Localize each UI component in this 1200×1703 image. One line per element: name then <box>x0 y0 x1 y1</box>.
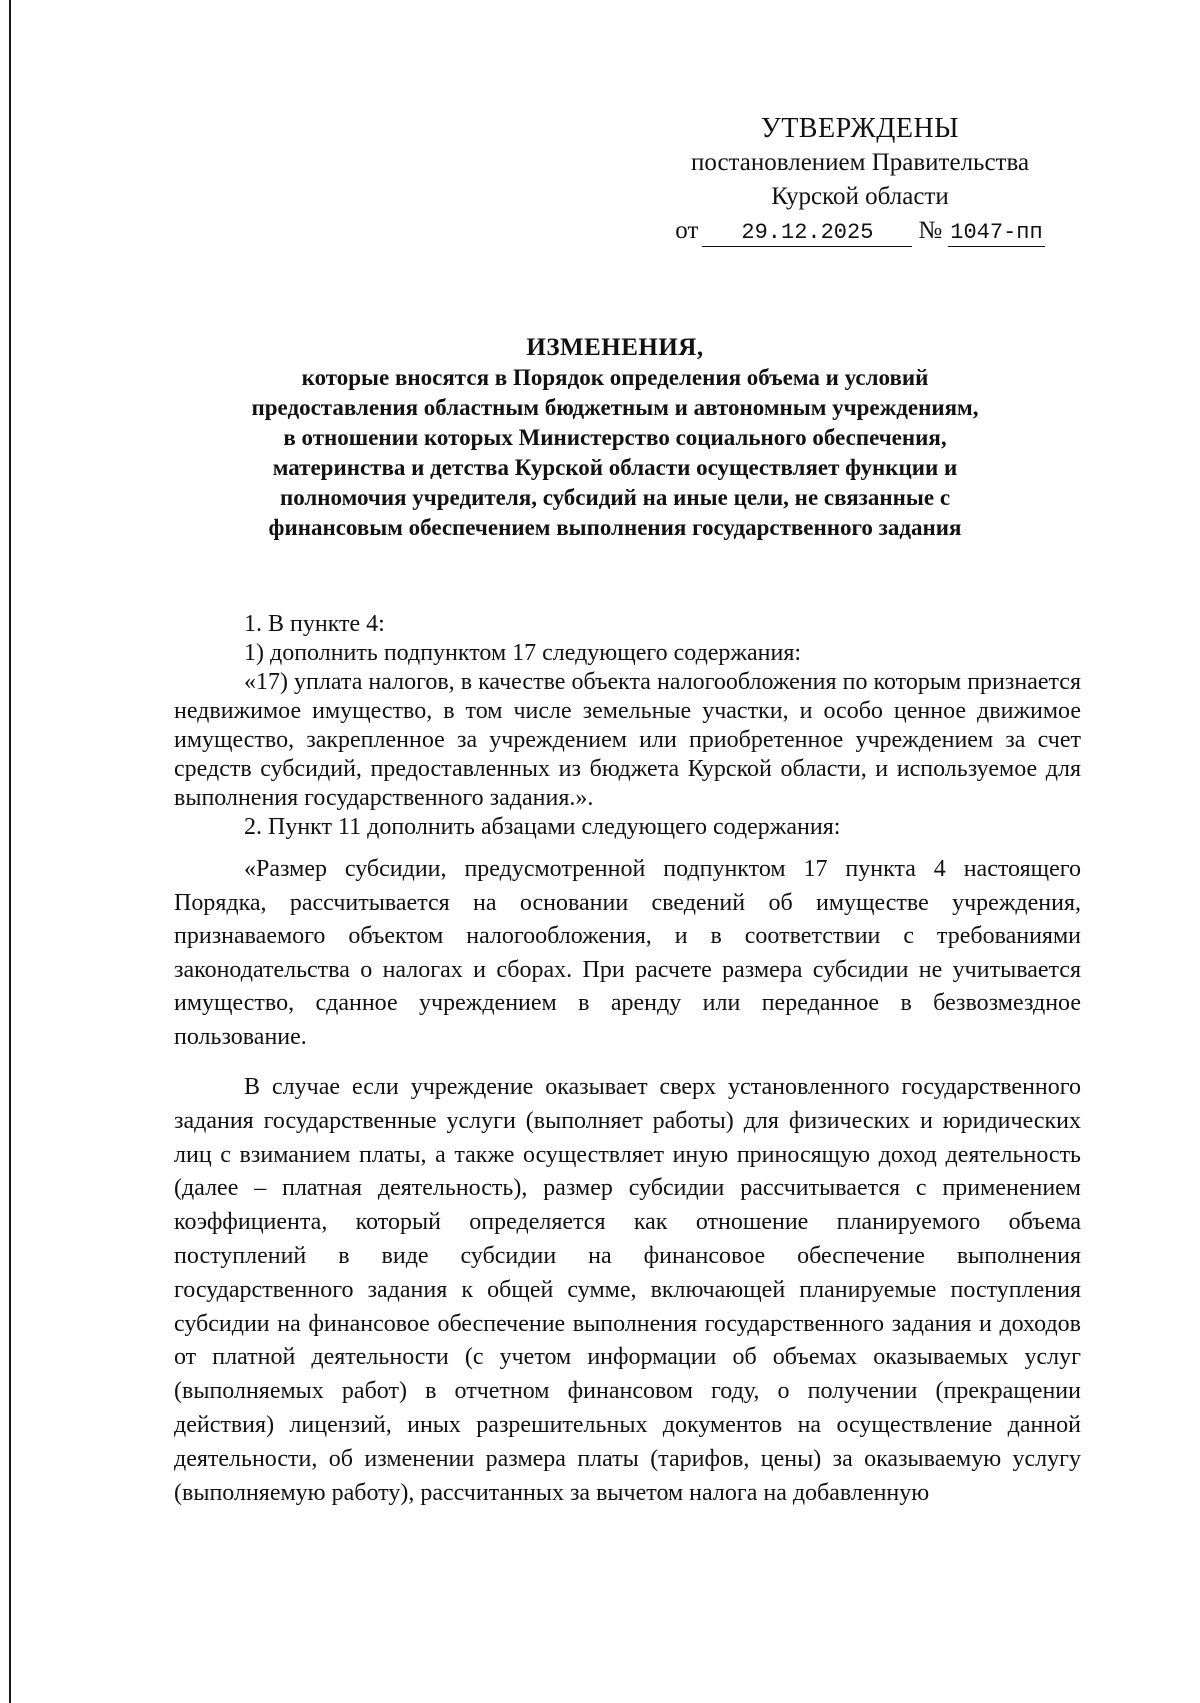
approval-region: Курской области <box>771 183 949 210</box>
paragraph-subsidy-size: «Размер субсидии, предусмотренной подпунктом 17 пункта 4 настоящего Порядка, рассчитывается на основании сведений об имуществе учреждения, признаваемого объектом налогообложения, и в соответствии с требованиями законодательства о налогах и сборах. При расчете размера субсидии не учитывается имущество, сданное учреждением в аренду или переданное в безвозмездное пользование. <box>174 856 1081 1050</box>
heading-line: в отношении которых Министерство социального обеспечения, <box>283 425 947 450</box>
paragraph-item-1: 1. В пункте 4: <box>244 611 385 637</box>
date-prefix: от <box>675 217 699 244</box>
heading-line: материнства и детства Курской области осуществляет функции и <box>272 455 958 480</box>
approval-title: УТВЕРЖДЕНЫ <box>760 113 960 144</box>
approval-number: 1047-пп <box>950 220 1043 245</box>
approval-stamp <box>640 112 1080 248</box>
paragraph-subitem-1: 1) дополнить подпунктом 17 следующего содержания: <box>244 640 802 666</box>
approval-issuer: постановлением Правительства <box>690 149 1030 176</box>
number-prefix: № <box>918 217 943 244</box>
document-body-part1 <box>174 610 1081 842</box>
scan-left-border <box>9 0 11 1703</box>
paragraph-quote-17: «17) уплата налогов, в качестве объекта налогообложения по которым признается недвижимое имущество, в том числе земельные участки, и особо ценное движимое имущество, закрепленное за учреждением или приобретенное учреждением за счет средств субсидий, предоставленных из бюджета Курской области, и используемое для выполнения государственного задания.». <box>174 669 1081 811</box>
document-heading <box>150 333 1080 543</box>
document-body-part2 <box>174 853 1081 1054</box>
heading-title: ИЗМЕНЕНИЯ, <box>526 334 704 361</box>
paragraph-item-2: 2. Пункт 11 дополнить абзацами следующего содержания: <box>244 814 841 840</box>
heading-line: которые вносятся в Порядок определения объема и условий <box>301 365 929 390</box>
paragraph-paid-activity: В случае если учреждение оказывает сверх установленного государственного задания государственные услуги (выполняет работы) для физических и юридических лиц с взиманием платы, а также осуществляет иную приносящую доход деятельность (далее – платная деятельность), размер субсидии рассчитывается с применением коэффициента, который определяется как отношение планируемого объема поступлений в виде субсидии на финансовое обеспечение выполнения государственного задания к общей сумме, включающей планируемые поступления субсидии на финансовое обеспечение выполнения государственного задания и доходов от платной деятельности (с учетом информации об объемах оказываемых услуг (выполняемых работ) в отчетном финансовом году, о получении (прекращении действия) лицензий, иных разрешительных документов на осуществление данной деятельности, об изменении размера платы (тарифов, цены) за оказываемую услугу (выполняемую работу), рассчитанных за вычетом налога на добавленную <box>174 1074 1081 1506</box>
approval-date-line <box>640 214 1080 248</box>
approval-date: 29.12.2025 <box>702 220 912 247</box>
heading-line: полномочия учредителя, субсидий на иные цели, не связанные с <box>279 485 951 510</box>
document-body-part3 <box>174 1071 1081 1510</box>
heading-line: предоставления областным бюджетным и автономным учреждениям, <box>251 395 979 420</box>
heading-line: финансовым обеспечением выполнения государственного задания <box>268 515 962 540</box>
